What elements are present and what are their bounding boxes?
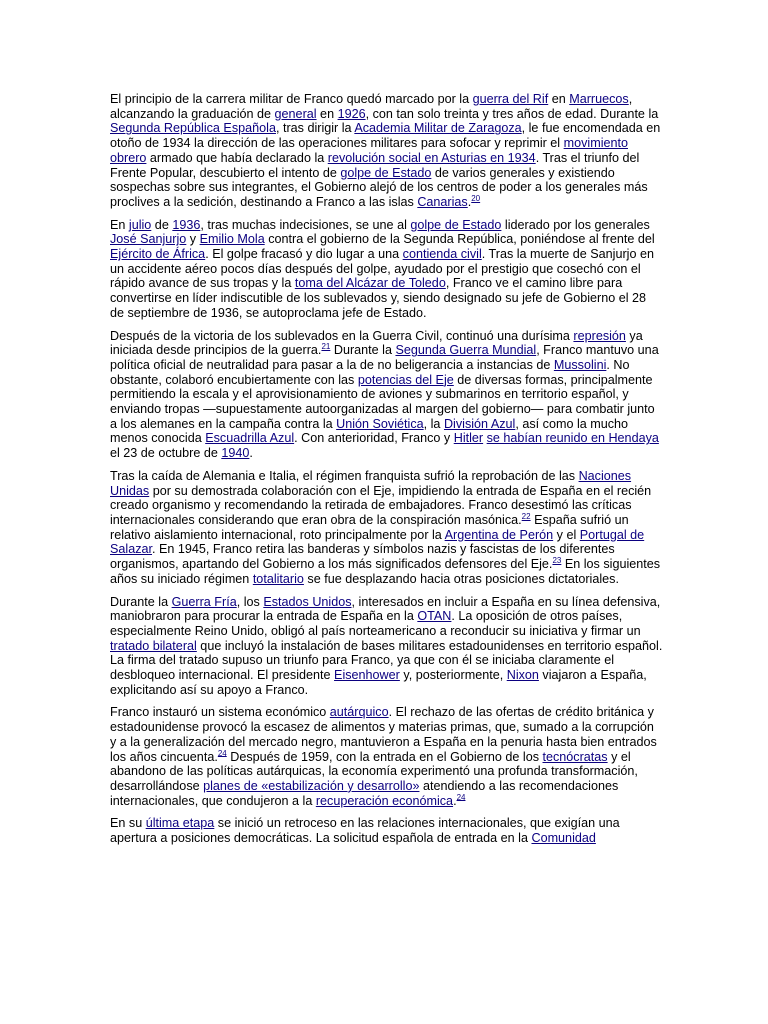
article-link[interactable]: José Sanjurjo	[110, 232, 187, 247]
article-link[interactable]: movimiento obrero	[110, 136, 628, 165]
text-run: de	[151, 217, 173, 232]
text-run: atendiendo a las recomendaciones internacionales, que condujeron a la	[110, 778, 619, 808]
text-run: y el	[553, 527, 580, 542]
article-link[interactable]: última etapa	[145, 816, 215, 831]
footnote-ref	[552, 556, 561, 565]
article-link[interactable]: 1926	[337, 106, 366, 121]
article-link[interactable]: Estados Unidos	[263, 594, 352, 609]
article-link[interactable]: Nixon	[506, 668, 539, 683]
footnote-link[interactable]: 22	[521, 511, 531, 521]
footnote-ref	[321, 342, 330, 351]
article-link[interactable]: contienda civil	[402, 247, 482, 262]
article-link[interactable]: tratado bilateral	[110, 638, 197, 653]
footnote-ref	[522, 512, 531, 521]
text-run: se inició un retroceso en las relaciones internacionales, que exigían una apertura a posiciones democráticas. La solicitud española de entrada en la	[110, 816, 620, 846]
article-link[interactable]: Portugal de Salazar	[110, 527, 645, 557]
article-body	[110, 92, 663, 854]
text-run: España sufrió un relativo aislamiento internacional, roto principalmente por la	[110, 512, 629, 542]
text-run: .	[249, 446, 253, 461]
text-run: , tras dirigir la	[275, 121, 355, 136]
article-link[interactable]: potencias del Eje	[357, 372, 454, 387]
text-run: ya iniciada desde principios de la guerra.	[110, 328, 643, 358]
article-link[interactable]: autárquico	[329, 705, 389, 720]
text-run: contra el gobierno de la Segunda República, poniéndose al frente del	[264, 232, 655, 247]
article-link[interactable]: general	[274, 106, 317, 121]
text-run: Después de 1959, con la entrada en el Gobierno de los	[226, 749, 543, 764]
footnote-ref	[218, 748, 227, 757]
text-run: , con tan solo treinta y tres años de edad. Durante la	[365, 106, 659, 121]
text-run: y	[186, 232, 200, 247]
article-link[interactable]: Ejército de África	[110, 247, 206, 262]
article-link[interactable]: Emilio Mola	[199, 232, 265, 247]
text-run: en	[316, 106, 338, 121]
text-run: Tras la caída de Alemania e Italia, el régimen franquista sufrió la reprobación de las	[110, 468, 579, 483]
footnote-link[interactable]: 20	[471, 193, 481, 203]
article-link[interactable]: golpe de Estado	[410, 217, 502, 232]
article-link[interactable]: represión	[573, 328, 626, 343]
text-run: . El rechazo de las ofertas de crédito británica y estadounidense provocó la escasez de alimentos y materias primas, que, sumado a la corrupción y a la generalización del mercado negro, mantuvieron a España en la penuria hasta bien entrados los años cincuenta.	[110, 705, 657, 764]
article-link[interactable]: se habían reunido en Hendaya	[486, 431, 659, 446]
text-run: , Franco ve el camino libre para convertirse en líder indiscutible de los sublevados y, siendo designado su jefe de Gobierno el 28 de septiembre de 1936, se autoproclama jefe de Estado.	[110, 276, 647, 320]
text-run: , alcanzando la graduación de	[110, 92, 633, 121]
article-link[interactable]: totalitario	[252, 571, 304, 586]
article-paragraph	[110, 92, 663, 210]
text-run: , los	[236, 594, 264, 609]
article-link[interactable]: Hitler	[453, 431, 484, 446]
text-run: Después de la victoria de los sublevados en la Guerra Civil, continuó una durísima	[110, 328, 574, 343]
article-paragraph	[110, 816, 663, 845]
article-link[interactable]: Unión Soviética	[336, 416, 424, 431]
text-run: En los siguientes años su iniciado régimen	[110, 557, 661, 586]
text-run: . El golpe fracasó y dio lugar a una	[205, 247, 403, 262]
text-run: en	[548, 92, 570, 106]
article-paragraph	[110, 705, 663, 808]
article-link[interactable]: Guerra Fría	[171, 594, 237, 609]
footnote-link[interactable]: 24	[456, 792, 466, 802]
text-run: El principio de la carrera militar de Franco quedó marcado por la	[110, 92, 473, 106]
article-link[interactable]: guerra del Rif	[472, 92, 549, 106]
article-link[interactable]: División Azul	[443, 416, 516, 431]
text-run: En su	[110, 816, 146, 831]
text-run: se fue desplazando hacia otras posiciones dictatoriales.	[303, 571, 619, 586]
text-run: y, posteriormente,	[399, 668, 507, 683]
text-run: .	[453, 793, 457, 808]
text-run: Franco instauró un sistema económico	[110, 705, 330, 720]
article-link[interactable]: julio	[128, 217, 152, 232]
article-link[interactable]: Segunda República Española	[110, 121, 276, 136]
text-run: . No obstante, colaboró encubiertamente con las	[110, 357, 630, 387]
article-link[interactable]: OTAN	[417, 609, 452, 624]
article-link[interactable]: Argentina de Perón	[444, 527, 554, 542]
text-run: . La oposición de otros países, especialmente Reino Unido, obligó al país norteamericano a reconducir su iniciativa y firmar un	[110, 609, 641, 638]
text-run: , la	[423, 416, 444, 431]
footnote-link[interactable]: 24	[217, 748, 227, 758]
footnote-ref	[457, 792, 466, 801]
text-run: . En 1945, Franco retira las banderas y símbolos nazis y fascistas de los diferentes organismos, apartando del Gobierno a los más significados defensores del Eje.	[110, 542, 615, 572]
article-paragraph	[110, 329, 663, 461]
text-run: En	[110, 217, 129, 232]
text-run: . Tras la muerte de Sanjurjo en un accidente aéreo pocos días después del golpe, ayudado por el prestigio que cosechó con el rápido avance de sus tropas y la	[110, 247, 654, 291]
article-link[interactable]: 1936	[172, 217, 201, 232]
footnote-ref	[471, 194, 480, 203]
text-run: por su demostrada colaboración con el Eje, impidiendo la entrada de España en el recién creado organismo y recomendando la retirada de embajadores. Franco desestimó las críticas internacionales considerando que eran obra de la conspiración masónica.	[110, 483, 652, 527]
text-run: . Tras el triunfo del Frente Popular, descubierto el intento de	[110, 150, 640, 180]
article-link[interactable]: Eisenhower	[334, 668, 400, 683]
text-run: y el abandono de las políticas autárquicas, la economía experimentó una profunda transformación, desarrollándose	[110, 749, 638, 793]
text-run: , le fue encomendada en otoño de 1934 la dirección de las operaciones militares para sofocar y reprimir el	[110, 121, 661, 151]
article-link[interactable]: 1940	[221, 446, 250, 461]
text-run: , así como la mucho menos conocida	[110, 416, 629, 446]
text-run: , interesados en incluir a España en su línea defensiva, maniobraron para procurar la entrada de España en la	[110, 594, 661, 624]
footnote-link[interactable]: 21	[321, 342, 331, 352]
article-paragraph	[110, 595, 663, 698]
text-run: . Con anterioridad, Franco y	[294, 431, 454, 446]
text-run: que incluyó la instalación de bases militares estadounidenses en territorio español. La firma del tratado supuso un triunfo para Franco, ya que con él se iniciaba claramente el desbloqueo internacional. El presidente	[110, 638, 663, 683]
article-link[interactable]: recuperación económica	[315, 793, 454, 808]
text-run: Durante la	[110, 594, 172, 609]
article-link[interactable]: Canarias	[417, 194, 468, 209]
text-run: armado que había declarado la	[146, 150, 328, 165]
article-link[interactable]: Comunidad	[531, 831, 596, 846]
text-run: .	[467, 194, 472, 209]
text-run: de varios generales y existiendo sospechas sobre sus integrantes, el Gobierno alejó de los centros de poder a los generales más proclives a la sedición, destinando a Franco a las islas	[110, 165, 648, 209]
article-link[interactable]: Escuadrilla Azul	[205, 431, 295, 446]
text-run: liderado por los generales	[501, 217, 650, 232]
text-run: , Franco mantuvo una política oficial de neutralidad para pasar a la de no beligerancia a instancias de	[110, 343, 659, 372]
article-link[interactable]: Naciones Unidas	[110, 468, 632, 498]
article-link[interactable]: tecnócratas	[542, 749, 608, 764]
article-link[interactable]: Mussolini	[553, 357, 607, 372]
article-paragraph	[110, 218, 663, 321]
text-run: , tras muchas indecisiones, se une al	[200, 217, 411, 232]
article-link[interactable]: revolución social en Asturias en 1934	[327, 150, 536, 165]
footnote-link[interactable]: 23	[552, 555, 562, 565]
article-link[interactable]: Marruecos	[569, 92, 629, 106]
article-paragraph	[110, 469, 663, 587]
article-link[interactable]: Academia Militar de Zaragoza	[354, 121, 522, 136]
text-run: viajaron a España, explicitando así su apoyo a Franco.	[110, 668, 647, 697]
article-link[interactable]: Segunda Guerra Mundial	[395, 343, 537, 358]
text-run: Durante la	[330, 343, 396, 358]
article-link[interactable]: golpe de Estado	[340, 165, 432, 180]
article-link[interactable]: planes de «estabilización y desarrollo»	[203, 778, 420, 793]
text-run: de diversas formas, principalmente permitiendo la escala y el aprovisionamiento de aviones y submarinos en territorio español, y enviando tropas —supuestamente autoorganizadas al margen del gobierno— para combatir junto a los alemanes en la campaña contra la	[110, 372, 655, 431]
article-link[interactable]: toma del Alcázar de Toledo	[294, 276, 446, 291]
text-run: el 23 de octubre de	[110, 446, 222, 461]
